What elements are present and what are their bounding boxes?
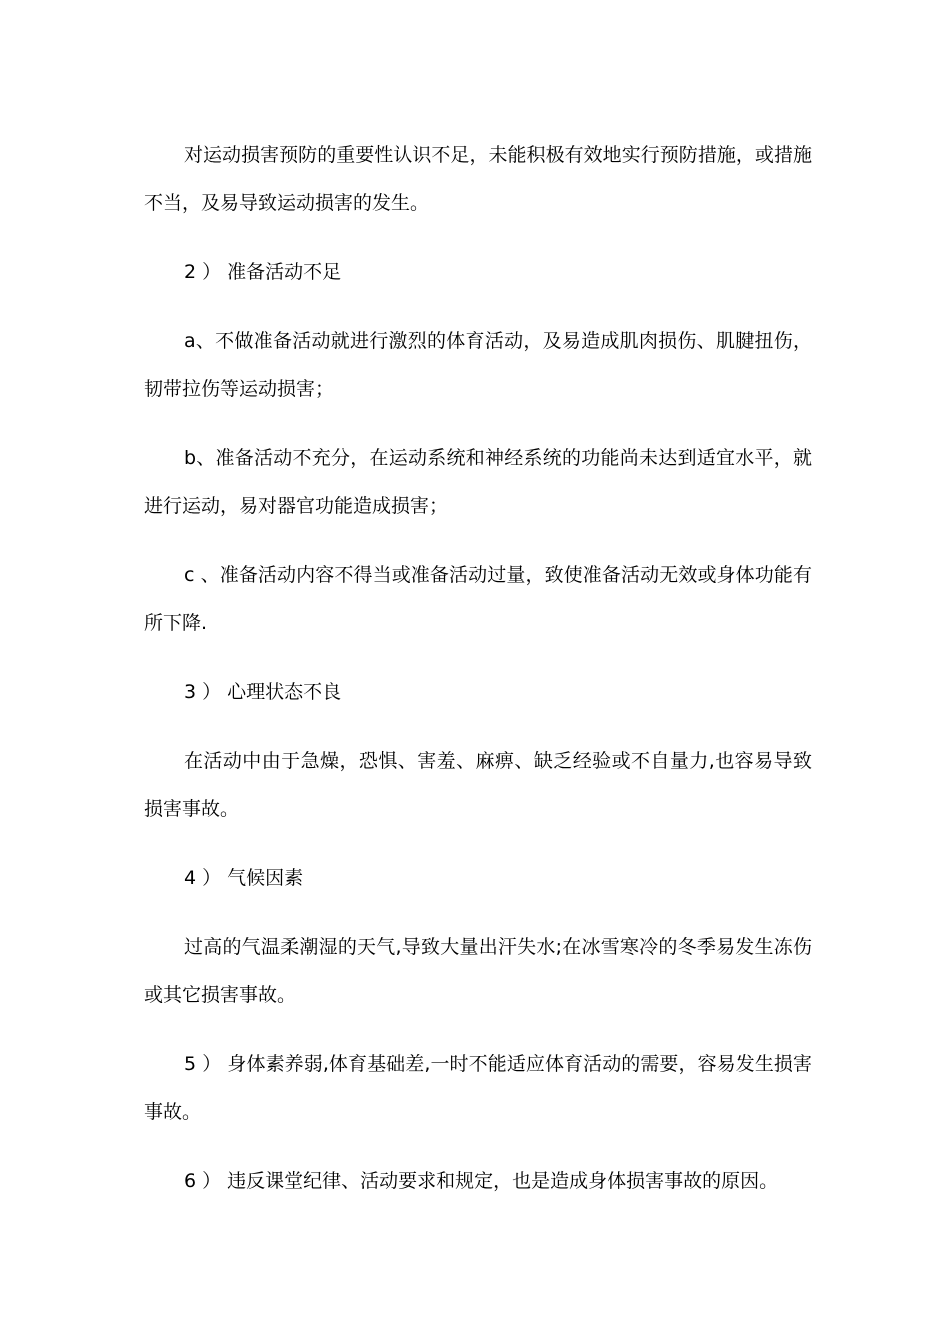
heading-psychological-state: 3 ） 心理状态不良 <box>184 681 342 703</box>
paragraph-prevention-awareness: 对运动损害预防的重要性认识不足，未能积极有效地实行预防措施，或措施不当，及易导致运动损害的发生。 <box>144 144 812 214</box>
paragraph-physical-fitness: 5 ） 身体素养弱,体育基础差,一时不能适应体育活动的需要，容易发生损害事故。 <box>144 1053 812 1123</box>
paragraph-warmup-b: b、准备活动不充分，在运动系统和神经系统的功能尚未达到适宜水平，就进行运动，易对器官功能造成损害； <box>144 447 812 517</box>
paragraph-rule-violation: 6 ） 违反课堂纪律、活动要求和规定，也是造成身体损害事故的原因。 <box>184 1170 779 1192</box>
paragraph-climate-factors: 过高的气温柔潮湿的天气,导致大量出汗失水;在冰雪寒冷的冬季易发生冻伤或其它损害事故。 <box>144 936 812 1006</box>
document-body <box>144 131 812 1226</box>
paragraph-psychological-state: 在活动中由于急燥，恐惧、害羞、麻痹、缺乏经验或不自量力,也容易导致损害事故。 <box>144 750 812 820</box>
paragraph-warmup-a: a、不做准备活动就进行激烈的体育活动，及易造成肌肉损伤、肌腱扭伤，韧带拉伤等运动损害； <box>144 330 812 400</box>
heading-climate-factors: 4 ） 气候因素 <box>184 867 304 889</box>
heading-warmup-insufficient: 2 ） 准备活动不足 <box>184 261 342 283</box>
paragraph-warmup-c: c 、准备活动内容不得当或准备活动过量，致使准备活动无效或身体功能有所下降. <box>144 564 812 634</box>
